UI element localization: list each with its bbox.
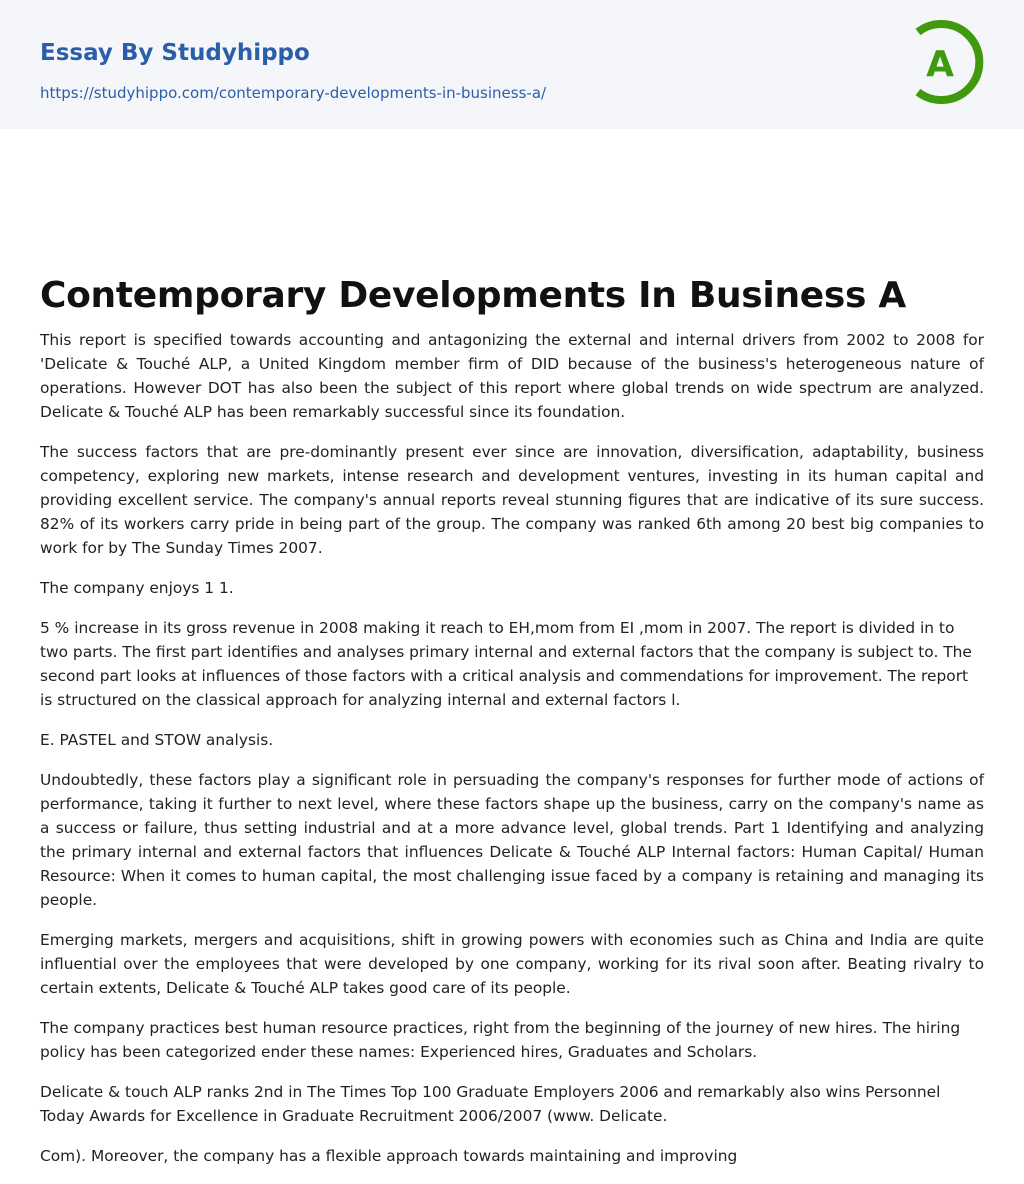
paragraph: E. PASTEL and STOW analysis. [40, 731, 274, 749]
paragraph: This report is specified towards accounting and antagonizing the external and internal drivers from 2002 to 2008 for 'Delicate & Touché ALP, a United Kingdom member firm of DID because of the business's heterogeneous nature of operations. However DOT has also been the subject of this report where global trends on wide spectrum are analyzed. Delicate & Touché ALP has been remarkably successful since its foundation. [40, 331, 984, 421]
paragraph: The success factors that are pre-dominantly present ever since are innovation, diversification, adaptability, business competency, exploring new markets, intense research and development ventures, investing in its human capital and providing excellent service. The company's annual reports reveal stunning figures that are indicative of its sure success. 82% of its workers carry pride in being part of the group. The company was ranked 6th among 20 best big companies to work for by The Sunday Times 2007. [40, 443, 984, 557]
page-title: Contemporary Developments In Business A [40, 275, 906, 316]
paragraph: Delicate & touch ALP ranks 2nd in The Times Top 100 Graduate Employers 2006 and remarkably also wins Personnel Today Awards for Excellence in Graduate Recruitment 2006/2007 (www. Delicate. [40, 1083, 941, 1125]
paragraph: 5 % increase in its gross revenue in 2008 making it reach to EH,mom from EI ,mom in 2007. The report is divided in to two parts. The first part identifies and analyses primary internal and external factors that the company is subject to. The second part looks at influences of those factors with a critical analysis and commendations for improvement. The report is structured on the classical approach for analyzing internal and external factors l. [40, 619, 972, 709]
paragraph: The company enjoys 1 1. [40, 579, 234, 597]
paragraph: Undoubtedly, these factors play a significant role in persuading the company's responses for further mode of actions of performance, taking it further to next level, where these factors shape up the business, carry on the company's name as a success or failure, thus setting industrial and at a more advance level, global trends. Part 1 Identifying and analyzing the primary internal and external factors that influences Delicate & Touché ALP Internal factors: Human Capital/ Human Resource: When it comes to human capital, the most challenging issue faced by a company is retaining and managing its people. [40, 771, 984, 909]
site-header [0, 0, 1024, 129]
essay-url-link[interactable]: https://studyhippo.com/contemporary-developments-in-business-a/ [40, 84, 547, 102]
svg-text:A: A [926, 44, 954, 85]
paragraph: The company practices best human resource practices, right from the beginning of the journey of new hires. The hiring policy has been categorized ender these names: Experienced hires, Graduates and Scholars. [40, 1019, 961, 1061]
studyhippo-logo-icon[interactable] [904, 18, 988, 106]
paragraph: Com). Moreover, the company has a flexible approach towards maintaining and improving [40, 1147, 738, 1165]
brand-title: Essay By Studyhippo [40, 40, 310, 66]
paragraph: Emerging markets, mergers and acquisitions, shift in growing powers with economies such as China and India are quite influential over the employees that were developed by one company, working for its rival soon after. Beating rivalry to certain extents, Delicate & Touché ALP takes good care of its people. [40, 931, 984, 997]
essay-body [0, 316, 1024, 1168]
